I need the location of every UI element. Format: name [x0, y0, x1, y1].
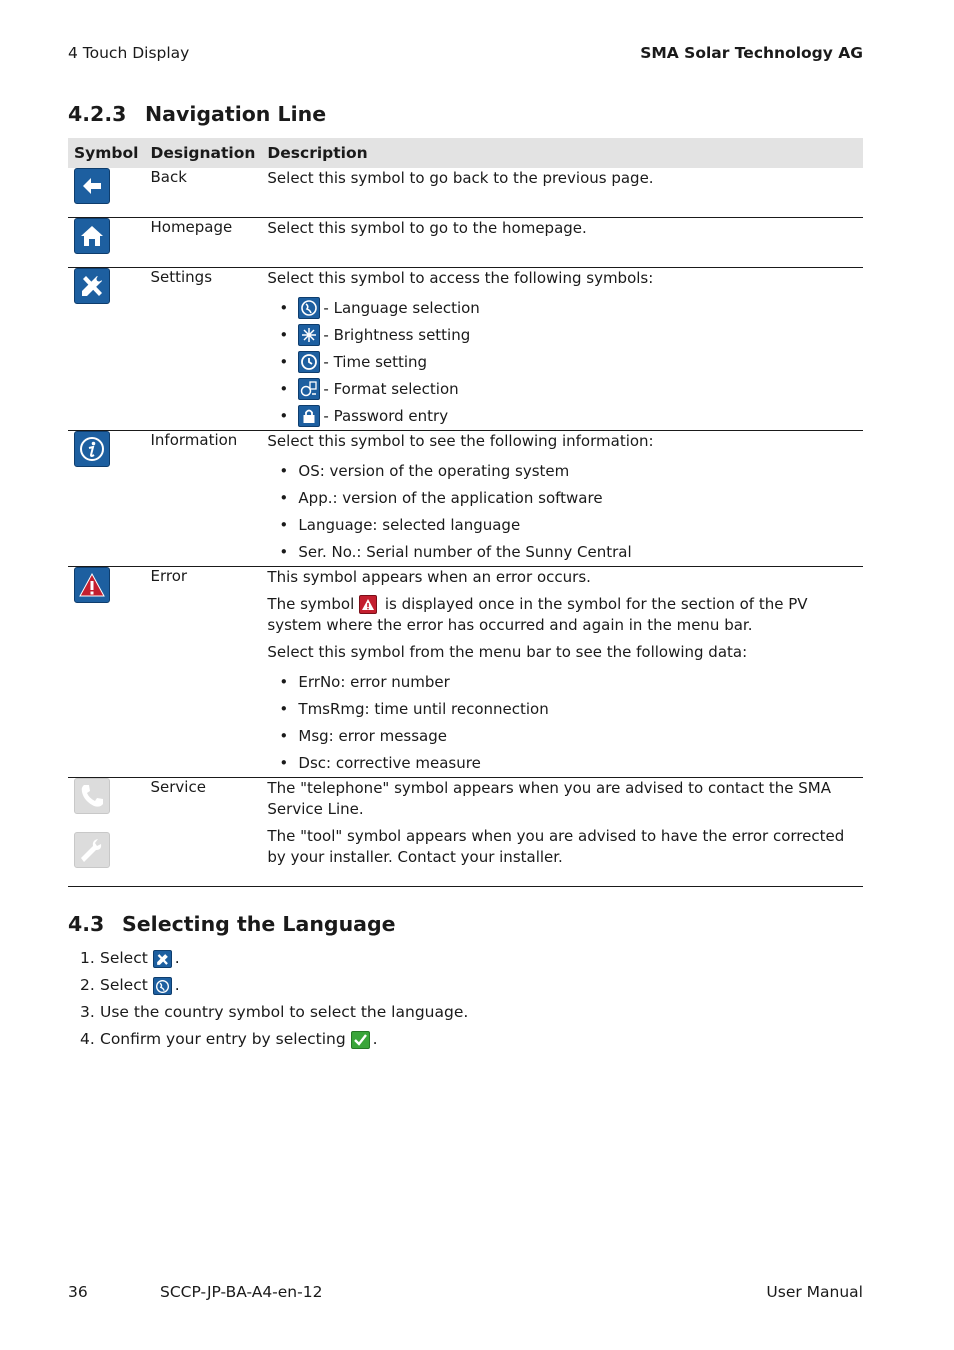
section-title: Selecting the Language: [122, 912, 396, 936]
tool-wrench-icon: [74, 832, 110, 868]
table-row-service: [68, 777, 863, 886]
back-arrow-icon: [74, 168, 110, 204]
language-steps-list: [80, 946, 468, 1054]
list-item: [267, 295, 857, 322]
error-paragraph-1: This symbol appears when an error occurs.: [267, 567, 591, 586]
error-inline-icon: [359, 595, 377, 614]
globe-icon: [153, 977, 172, 995]
designation-back: Back: [144, 168, 261, 217]
section-number: 4.3: [68, 912, 105, 936]
clock-icon: [298, 351, 320, 373]
col-header-description: Description: [261, 138, 863, 168]
confirm-check-icon: [351, 1031, 370, 1049]
globe-icon: [298, 297, 320, 319]
description-settings: Select this symbol to access the following symbols:: [267, 268, 654, 287]
error-warning-icon: [74, 567, 110, 603]
table-row-homepage: [68, 217, 863, 267]
navigation-line-table: [68, 138, 863, 887]
information-list: [267, 458, 857, 566]
designation-information: Information: [144, 430, 261, 566]
list-item: • Ser. No.: Serial number of the Sunny Central: [267, 539, 857, 566]
description-back: Select this symbol to go back to the previous page.: [261, 168, 863, 217]
designation-error: Error: [144, 566, 261, 777]
section-heading-4-3: [68, 912, 396, 936]
list-item-label: - Language selection: [323, 298, 480, 317]
table-row-information: [68, 430, 863, 566]
section-title: Navigation Line: [145, 102, 327, 126]
lock-icon: [298, 405, 320, 427]
settings-symbol-list: [267, 295, 857, 430]
list-item-label: - Password entry: [323, 406, 449, 425]
format-icon: [298, 378, 320, 400]
service-paragraph-1: The "telephone" symbol appears when you are advised to contact the SMA Service Line.: [267, 778, 831, 818]
col-header-symbol: Symbol: [68, 138, 144, 168]
brightness-icon: [298, 324, 320, 346]
section-heading-4-2-3: [68, 102, 326, 126]
description-homepage: Select this symbol to go to the homepage.: [261, 217, 863, 267]
error-data-list: [267, 669, 857, 777]
list-item: • Language: selected language: [267, 512, 857, 539]
list-item: • ErrNo: error number: [267, 669, 857, 696]
list-item: • App.: version of the application software: [267, 485, 857, 512]
header-company: SMA Solar Technology AG: [640, 44, 863, 62]
list-item: [267, 349, 857, 376]
description-information: Select this symbol to see the following information:: [267, 431, 654, 450]
table-row-back: [68, 168, 863, 217]
list-item: [267, 322, 857, 349]
header-chapter: 4 Touch Display: [68, 44, 190, 62]
service-paragraph-2: The "tool" symbol appears when you are advised to have the error corrected by your installer. Contact your installer.: [267, 826, 845, 866]
table-row-error: [68, 566, 863, 777]
footer-document-id: SCCP-JP-BA-A4-en-12: [160, 1283, 323, 1301]
list-item: • TmsRmg: time until reconnection: [267, 696, 857, 723]
step-3: 3. Use the country symbol to select the language.: [80, 1003, 469, 1021]
designation-settings: Settings: [144, 267, 261, 430]
home-icon: [74, 218, 110, 254]
designation-service: Service: [144, 777, 261, 886]
list-item: [267, 376, 857, 403]
list-item: • Msg: error message: [267, 723, 857, 750]
telephone-icon: [74, 778, 110, 814]
designation-homepage: Homepage: [144, 217, 261, 267]
information-icon: [74, 431, 110, 467]
list-item-label: - Brightness setting: [323, 325, 471, 344]
col-header-designation: Designation: [144, 138, 261, 168]
list-item: [267, 403, 857, 430]
list-item-label: - Format selection: [323, 379, 459, 398]
settings-tools-icon: [153, 950, 172, 968]
error-paragraph-3: Select this symbol from the menu bar to see the following data:: [267, 642, 748, 661]
footer-manual-type: User Manual: [766, 1283, 863, 1301]
error-paragraph-2: The symbol is displayed once in the symbol for the section of the PV system where the error has occurred and again in the menu bar.: [267, 594, 808, 634]
table-header-row: [68, 138, 863, 168]
step-1: 1. Select .: [80, 949, 180, 967]
footer-page-number: 36: [68, 1283, 88, 1301]
step-2: 2. Select .: [80, 976, 180, 994]
list-item: • Dsc: corrective measure: [267, 750, 857, 777]
step-4: 4. Confirm your entry by selecting .: [80, 1030, 378, 1048]
table-row-settings: [68, 267, 863, 430]
list-item: • OS: version of the operating system: [267, 458, 857, 485]
list-item-label: - Time setting: [323, 352, 428, 371]
section-number: 4.2.3: [68, 102, 127, 126]
settings-tools-icon: [74, 268, 110, 304]
